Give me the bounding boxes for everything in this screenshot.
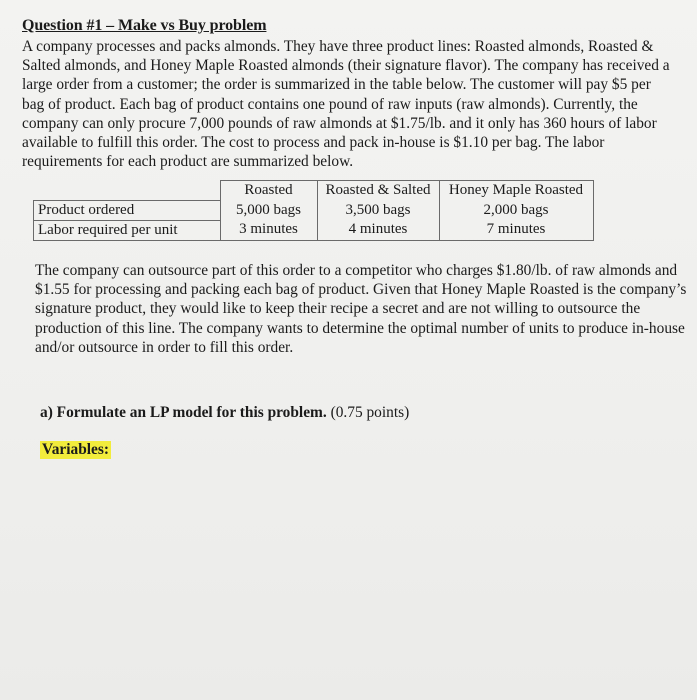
row-label-product-ordered: Product ordered [34,200,221,220]
intro-line: A company processes and packs almonds. They have three product lines: Roasted almonds, Roasted & [22,38,654,55]
cell-honey-labor: 7 minutes [439,220,593,240]
intro-paragraph [22,37,682,171]
outsource-line: signature product, they would like to keep their recipe a secret and are not willing to outsource the [35,300,641,318]
variables-label: Variables: [42,441,109,458]
table-row [34,200,594,220]
question-title: Question #1 – Make vs Buy problem [22,17,267,34]
cell-honey-ordered: 2,000 bags [439,200,593,220]
row-label-labor: Labor required per unit [34,220,221,240]
part-a-label: a) Formulate an LP model for this problem. [40,404,327,421]
outsource-line: $1.55 for processing and packing each bag of product. Given that Honey Maple Roasted is the company’s [35,281,687,299]
intro-line: requirements for each product are summarized below. [22,153,354,171]
cell-roasted-labor: 3 minutes [220,220,317,240]
part-a-points: (0.75 points) [330,404,410,421]
cell-salted-ordered: 3,500 bags [317,200,439,220]
cell-salted-labor: 4 minutes [317,220,439,240]
intro-line: bag of product. Each bag of product contains one pound of raw inputs (raw almonds). Currently, the [22,95,638,113]
labor-table [33,180,594,241]
header-honey-maple: Honey Maple Roasted [439,181,593,201]
table-header-row [34,181,594,201]
intro-line: company can only procure 7,000 pounds of raw almonds at $1.75/lb. and it only has 360 hours of labor [22,114,657,132]
cell-roasted-ordered: 5,000 bags [220,200,317,220]
intro-line: available to fulfill this order. The cost to process and pack in-house is $1.10 per bag. The labor [22,134,605,152]
header-roasted: Roasted [220,181,317,201]
header-roasted-salted: Roasted & Salted [317,181,439,201]
table-row [34,220,594,240]
outsource-paragraph [35,261,685,357]
outsource-line: production of this line. The company wants to determine the optimal number of units to produce in-house [35,319,685,337]
intro-line: Salted almonds, and Honey Maple Roasted almonds (their signature flavor). The company has received a [22,57,670,75]
intro-line: large order from a customer; the order is summarized in the table below. The customer will pay $5 per [22,76,651,94]
outsource-line: and/or outsource in order to fill this order. [35,338,294,356]
table-corner-cell [34,181,221,201]
outsource-line: The company can outsource part of this order to a competitor who charges $1.80/lb. of raw almonds and [35,262,678,279]
part-a-prompt [40,404,409,422]
